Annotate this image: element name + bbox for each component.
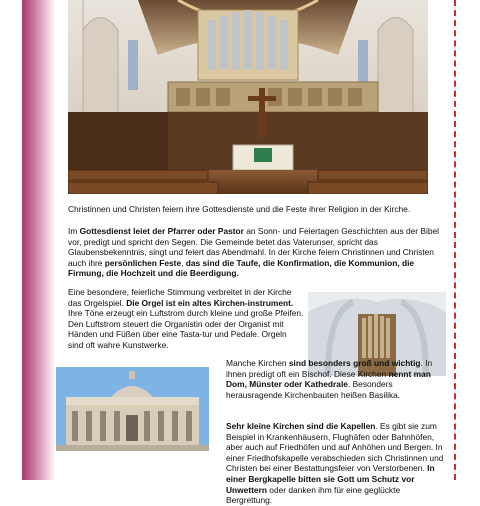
p2-run-1: Gottesdienst leiet der Pfarrer oder Pastor (79, 226, 244, 236)
basilica-photo (56, 367, 209, 451)
dashed-margin-rule (454, 0, 456, 480)
p5-run-2: In einer Bergkapelle bitten sie Gott um Schutz vor Unwettern (226, 463, 435, 495)
paragraph-orgel (68, 287, 304, 351)
p5-run-3: oder danken ihm für eine geglückte Bergrettung. (226, 484, 401, 506)
p2-run-3: persönlichen Feste (104, 257, 182, 268)
worksheet-page (68, 0, 446, 506)
p4-run-2: . In ihnen predigt oft ein Bischof. Diese Kirchen (226, 358, 433, 379)
p3-run-2: Ihre Töne erzeugt ein Luftstrom durch kleine und große Pfeifen. Den Luftstrom steuert die Organistin oder der Organist mit Händen und Füßen über eine Tasta-tur und Pedale. Orgeln sind oft wahre Kunstwerke. (68, 308, 304, 350)
p5-run-0: Sehr kleine Kirchen sind die Kapellen (226, 421, 376, 431)
p4-run-3: nennt man Dom, Münster oder Kathedrale (226, 368, 431, 390)
p4-run-1: sind besonders groß und wichtig (288, 358, 421, 368)
p4-run-4: . Besonders herausragende Kirchenbauten heißen Basilika. (226, 379, 401, 400)
p3-run-1: Die Orgel ist ein altes Kirchen-instrument. (126, 297, 294, 308)
paragraph-kapellen (226, 421, 446, 506)
intro-text: Christinnen und Christen feiern ihre Gottesdienste und die Feste ihrer Religion in der Kirche. (68, 204, 411, 214)
p2-run-0: Im (68, 226, 80, 236)
p2-run-4: , (181, 257, 186, 268)
decorative-side-band (22, 0, 56, 480)
p3-run-0: Eine besondere, feierliche Stimmung verbreitet in der Kirche das Orgelspiel. (68, 287, 292, 308)
church-interior-photo (68, 0, 428, 194)
p5-run-1: . Es gibt sie zum Beispiel in Krankenhäusern, Flughäfen oder Bahnhöfen, aber auch auf Friedhöfen und auf Anhöhen und Bergen. In einer Friedhofskapelle verabschieden sich Christinnen und Christen bei einer Bestattungsfeier von Verstorbenen. (226, 421, 444, 474)
p2-run-5: das sind die Taufe, die Konfirmation, die Kommunion, die Firmung, die Hochzeit und die Beerdigung. (68, 257, 415, 279)
paragraph-gottesdienst (68, 226, 440, 279)
paragraph-intro (68, 204, 440, 215)
paragraph-dom (226, 358, 451, 400)
p2-run-2: an Sonn- und Feiertagen Geschichten aus der Bibel vor, predigt und spricht den Segen. Die Gemeinde betet das Vaterunser, spricht das Glaubensbekenntnis, singt und feiert das Abendmahl. In der Kirche feiern Christinnen und Christen auch ihre (68, 226, 440, 268)
p4-run-0: Manche Kirchen (226, 358, 289, 368)
